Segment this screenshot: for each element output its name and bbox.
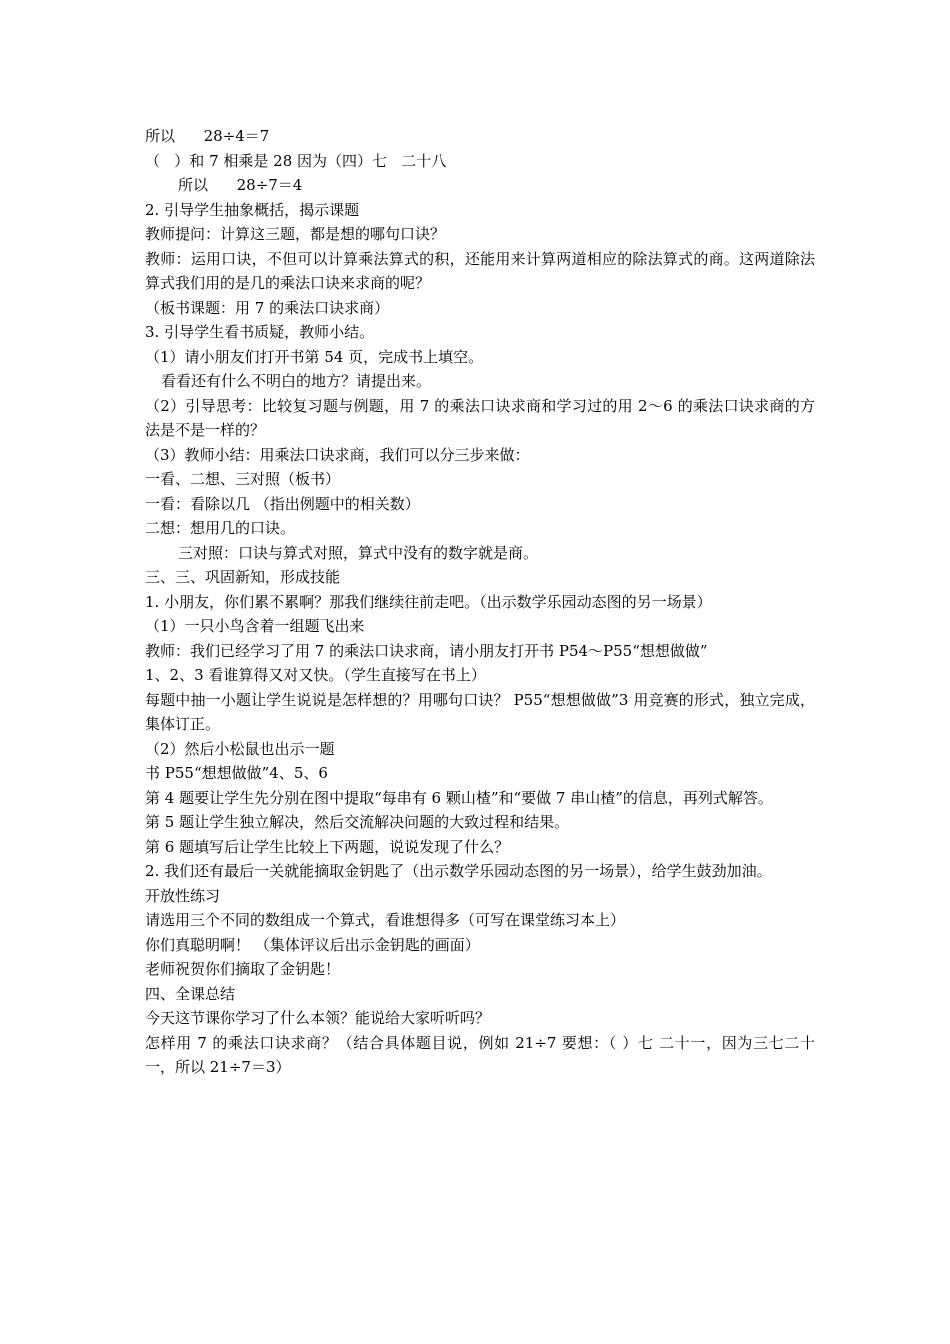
text-line: 第 6 题填写后让学生比较上下两题，说说发现了什么？ (145, 837, 510, 856)
section-heading: 开放性练习 (145, 886, 221, 905)
paragraph: 第 4 题要让学生先分别在图中提取“每串有 6 颗山楂”和“要做 7 串山楂”的信息，再列式解答。 (145, 788, 773, 807)
text-line: 一看：看除以几 （指出例题中的相关数） (145, 494, 420, 513)
text-line: （2）然后小松鼠也出示一题 (145, 739, 335, 758)
text-line: （ ）和 7 相乘是 28 因为（四）七 二十八 (145, 151, 447, 170)
text-line: 1. 小朋友，你们累不累啊？那我们继续往前走吧。（出示数学乐园动态图的另一场景） (145, 592, 712, 611)
text-line: 1、2、3 看谁算得又对又快。（学生直接写在书上） (145, 666, 486, 684)
document-body (145, 124, 815, 1080)
text-line: 书 P55“想想做做”4、5、6 (145, 764, 328, 782)
section-heading: 三、三、巩固新知，形成技能 (145, 568, 341, 586)
paragraph: 每题中抽一小题让学生说说是怎样想的？用哪句口诀？ P55“想想做做”3 用竞赛的形式，独立完成，集体订正。 (145, 690, 815, 733)
text-line: （3）教师小结：用乘法口诀求商，我们可以分三步来做： (145, 445, 530, 464)
text-line: 三对照：口诀与算式对照，算式中没有的数字就是商。 (178, 543, 539, 562)
text-line: 所以 28÷7＝4 (178, 176, 303, 194)
section-heading: 3. 引导学生看书质疑，教师小结。 (145, 323, 375, 341)
paragraph: 怎样用 7 的乘法口诀求商？（结合具体题目说，例如 21÷7 要想：（ ）七 二十一，因为三七二十一，所以 21÷7＝3） (145, 1033, 815, 1076)
paragraph: 教师：运用口诀，不但可以计算乘法算式的积，还能用来计算两道相应的除法算式的商。这两道除法算式我们用的是几的乘法口诀来求商的呢？ (145, 249, 815, 292)
text-line: 你们真聪明啊！ （集体评议后出示金钥匙的画面） (145, 935, 480, 954)
text-line: （1）一只小鸟含着一组题飞出来 (145, 617, 365, 635)
text-line: 所以 28÷4＝7 (145, 127, 270, 145)
text-line: 请选用三个不同的数组成一个算式，看谁想得多（可写在课堂练习本上） (145, 911, 626, 929)
text-line: 第 5 题让学生独立解决，然后交流解决问题的大致过程和结果。 (145, 813, 570, 831)
text-line: （板书课题：用 7 的乘法口诀求商） (145, 298, 390, 317)
text-line: 老师祝贺你们摘取了金钥匙！ (145, 960, 341, 978)
text-line: 教师：我们已经学习了用 7 的乘法口诀求商，请小朋友打开书 P54～P55“想想做做” (145, 641, 708, 660)
paragraph: 2. 我们还有最后一关就能摘取金钥匙了（出示数学乐园动态图的另一场景），给学生鼓劲加油。 (145, 862, 772, 880)
section-heading: 四、全课总结 (145, 984, 236, 1003)
text-line: 今天这节课你学习了什么本领？能说给大家听听吗？ (145, 1009, 491, 1027)
text-line: 二想：想用几的口诀。 (145, 519, 296, 537)
text-line: 一看、二想、三对照（板书） (145, 470, 341, 488)
text-line: 看看还有什么不明白的地方？请提出来。 (161, 372, 432, 390)
section-heading: 2. 引导学生抽象概括，揭示课题 (145, 200, 360, 219)
text-line: 教师提问：计算这三题，都是想的哪句口诀？ (145, 225, 446, 243)
paragraph: （2）引导思考：比较复习题与例题，用 7 的乘法口诀求商和学习过的用 2～6 的乘法口诀求商的方法是不是一样的？ (145, 396, 815, 439)
text-line: （1）请小朋友们打开书第 54 页，完成书上填空。 (145, 347, 484, 366)
